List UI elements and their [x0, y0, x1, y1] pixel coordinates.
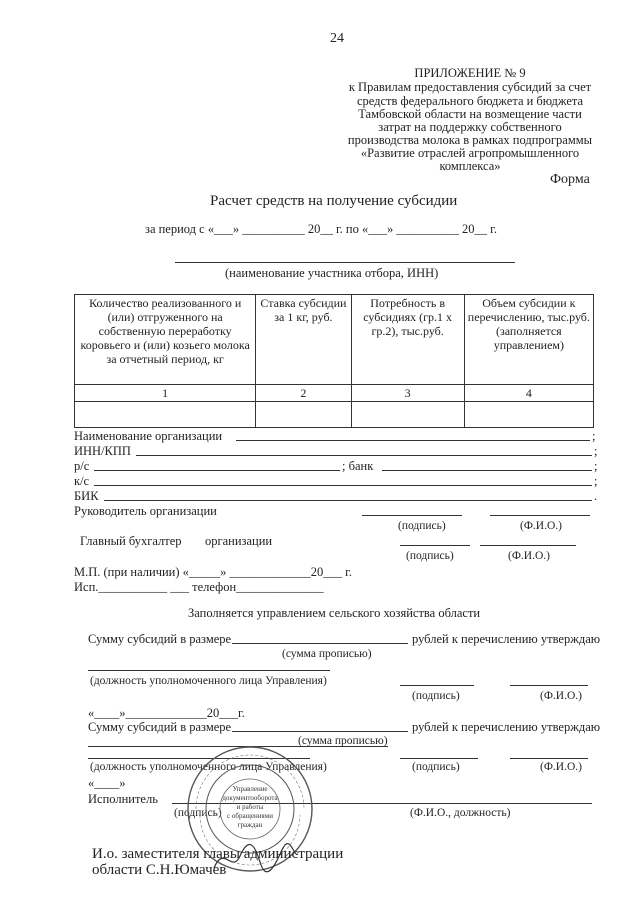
header-col-3: Потребность в субсидиях (гр.1 х гр.2), тыс.руб.: [351, 295, 464, 385]
ks-label: к/с: [74, 474, 90, 488]
head-fio-field[interactable]: [490, 515, 590, 516]
official-field[interactable]: [88, 670, 330, 671]
executor-label: Исполнитель: [88, 792, 158, 806]
appendix-line: «Развитие отраслей агропромышленного: [360, 146, 580, 160]
separator: ;: [594, 474, 598, 488]
stamp-date-line: М.П. (при наличии) «_____» _____________20___ г.: [74, 565, 353, 579]
subsidy-table: [74, 294, 594, 428]
table-cell[interactable]: [351, 402, 464, 428]
signature-caption: (подпись): [398, 520, 446, 532]
sum-prefix: Сумму субсидий в размере: [88, 632, 232, 646]
stamp-text: Управление: [232, 785, 268, 793]
appendix-line: к Правилам предоставления субсидий за счет: [348, 80, 592, 94]
dept-fio-field[interactable]: [510, 758, 588, 759]
col-number: 1: [75, 385, 256, 402]
fio-caption: (Ф.И.О.): [520, 520, 562, 532]
inn-label: ИНН/КПП: [74, 444, 131, 458]
org-name-label: Наименование организации: [74, 429, 223, 443]
table-cell[interactable]: [464, 402, 593, 428]
appendix-line: средств федерального бюджета и бюджета: [356, 94, 584, 108]
appendix-line: комплекса»: [439, 159, 501, 173]
table-header-row: [75, 295, 594, 385]
table-cell[interactable]: [256, 402, 351, 428]
appendix-line: Тамбовской области на возмещение части: [358, 107, 582, 121]
form-label: Форма: [550, 172, 590, 187]
sum-suffix: рублей к перечислению утверждаю: [412, 720, 601, 734]
stamp-text: с обращениями: [227, 812, 273, 820]
participant-caption: (наименование участника отбора, ИНН): [225, 266, 439, 280]
accountant-signature-field[interactable]: [400, 545, 470, 546]
participant-line: [175, 262, 515, 263]
signature-caption: (подпись): [174, 807, 222, 819]
col-number: 3: [351, 385, 464, 402]
bik-label: БИК: [74, 489, 99, 503]
sum-words-caption: (сумма прописью): [282, 648, 372, 660]
dept-signature-field[interactable]: [400, 758, 478, 759]
table-cell[interactable]: [75, 402, 256, 428]
signature-caption: (подпись): [412, 690, 460, 702]
accountant-fio-field[interactable]: [480, 545, 576, 546]
stamp-text: граждан: [237, 821, 263, 829]
sum-suffix: рублей к перечислению утверждаю: [412, 632, 601, 646]
rs-field[interactable]: [94, 470, 340, 471]
ks-field[interactable]: [94, 485, 592, 486]
sum-words-caption: (сумма прописью): [298, 735, 388, 747]
sum-prefix: Сумму субсидий в размере: [88, 720, 232, 734]
dept-signature-field[interactable]: [400, 685, 474, 686]
header-col-1: Количество реализованного и (или) отгруженного на собственную переработку коровьего и (или) козьего молока за отчетный период, кг: [75, 295, 256, 385]
head-label: Руководитель организации: [74, 504, 217, 518]
separator: ;: [592, 429, 596, 443]
period-line: за период с «___» __________ 20__ г. по «___» __________ 20__ г.: [145, 222, 497, 236]
date-line: «____»_____________20___г.: [88, 706, 245, 720]
chief-accountant-org: организации: [205, 534, 273, 548]
executor-phone-line: Исп.___________ ___ телефон______________: [74, 580, 324, 594]
bank-field[interactable]: [382, 470, 592, 471]
footer-position: И.о. заместителя главы администрации: [92, 846, 344, 862]
org-name-field[interactable]: [236, 440, 590, 441]
col-number: 4: [464, 385, 593, 402]
head-signature-field[interactable]: [362, 515, 462, 516]
department-heading: Заполняется управлением сельского хозяйства области: [188, 606, 481, 620]
appendix-line: производства молока в рамках подпрограммы: [347, 133, 593, 147]
signature-caption: (подпись): [412, 761, 460, 773]
header-col-2: Ставка субсидии за 1 кг, руб.: [256, 295, 351, 385]
dept-fio-field[interactable]: [510, 685, 588, 686]
separator: ;: [594, 444, 598, 458]
period-mark: .: [594, 489, 598, 503]
inn-field[interactable]: [136, 455, 592, 456]
rs-label: р/с: [74, 459, 90, 473]
fio-caption: (Ф.И.О.): [540, 690, 582, 702]
footer-signatory: области С.Н.Юмачев: [92, 862, 227, 878]
header-col-4: Объем субсидии к перечислению, тыс.руб. (заполняется управлением): [464, 295, 593, 385]
signature-caption: (подпись): [406, 550, 454, 562]
appendix-line: затрат на поддержку собственного: [378, 120, 562, 134]
sum-field[interactable]: [232, 731, 408, 732]
sum-field[interactable]: [232, 643, 408, 644]
stamp-text: и работы: [236, 803, 264, 811]
appendix-title: ПРИЛОЖЕНИЕ № 9: [414, 66, 526, 80]
table-data-row: [75, 402, 594, 428]
fio-caption: (Ф.И.О.): [540, 761, 582, 773]
fio-caption: (Ф.И.О.): [508, 550, 550, 562]
stamp-text: документооборота: [222, 794, 278, 802]
fio-position-caption: (Ф.И.О., должность): [410, 807, 511, 819]
table-number-row: [75, 385, 594, 402]
bank-label: ; банк: [342, 459, 374, 473]
bik-field[interactable]: [104, 500, 592, 501]
date-line-short: «____»: [88, 776, 126, 790]
col-number: 2: [256, 385, 351, 402]
page-number: 24: [330, 31, 344, 46]
separator: ;: [594, 459, 598, 473]
document-title: Расчет средств на получение субсидии: [210, 193, 458, 209]
official-caption: (должность уполномоченного лица Управления): [90, 675, 327, 687]
chief-accountant-label: Главный бухгалтер: [80, 534, 182, 548]
official-caption: (должность уполномоченного лица Управления): [90, 761, 327, 773]
